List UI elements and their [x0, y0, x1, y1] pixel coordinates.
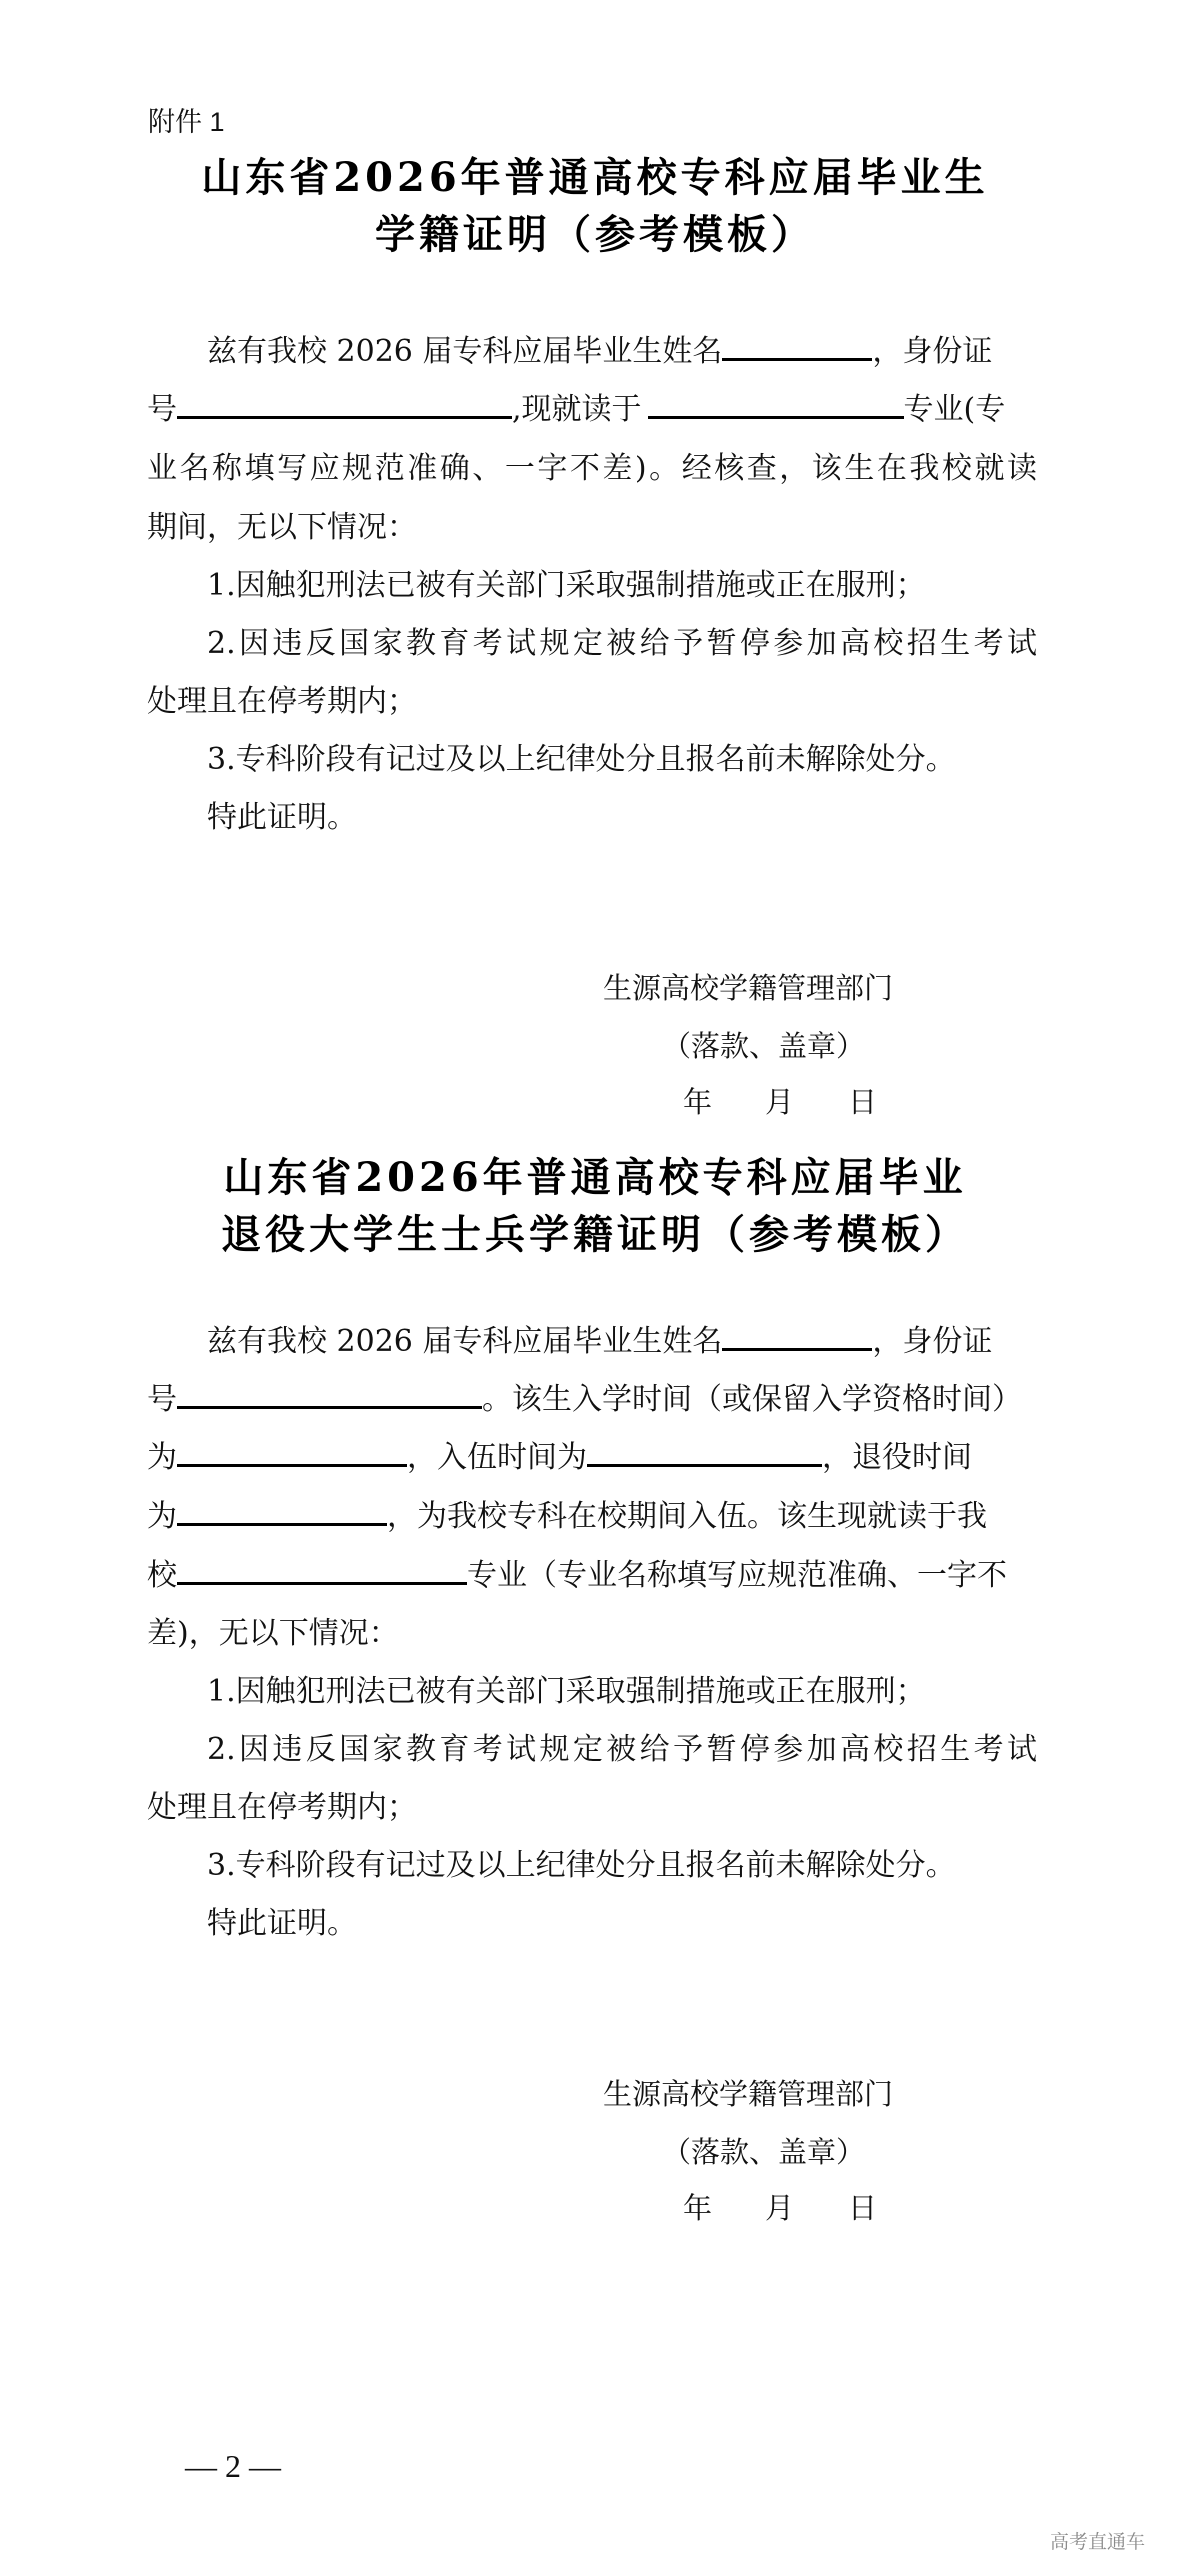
section1-closing: 特此证明。 — [207, 800, 357, 835]
discharge-date-blank[interactable] — [177, 1497, 387, 1526]
enrollment-date-blank[interactable] — [177, 1438, 407, 1467]
text: 专业(专 — [903, 392, 1006, 427]
text: ，退役时间 — [822, 1440, 972, 1475]
section2-closing: 特此证明。 — [207, 1906, 357, 1941]
section2-para-line2 — [147, 1380, 1022, 1420]
section1-item1: 1.因触犯刑法已被有关部门采取强制措施或正在服刑； — [207, 568, 926, 603]
section2-date-day: 日 — [848, 2191, 878, 2225]
section1-signature-dept: 生源高校学籍管理部门 — [603, 971, 894, 1005]
text: 为 — [147, 1499, 177, 1534]
section1-date-day: 日 — [848, 1085, 878, 1119]
section2-date-month: 月 — [765, 2191, 795, 2225]
text: ,现就读于 — [512, 392, 642, 427]
text: ，为我校专科在校期间入伍。该生现就读于我 — [387, 1499, 987, 1534]
attachment-label: 附件 1 — [148, 107, 225, 137]
section2-para-line5 — [147, 1556, 1007, 1596]
text: 号 — [147, 392, 177, 427]
section2-para-line3 — [147, 1438, 972, 1478]
section1-para-line2 — [147, 390, 1005, 430]
section1-item2-line2: 处理且在停考期内； — [147, 684, 417, 719]
id-number-blank[interactable] — [177, 1380, 482, 1409]
section2-para-line1 — [207, 1322, 992, 1362]
text: 。该生入学时间（或保留入学资格时间） — [482, 1382, 1022, 1417]
text: 专业（专业名称填写应规范准确、一字不 — [467, 1558, 1007, 1593]
section1-item2-line1: 2.因违反国家教育考试规定被给予暂停参加高校招生考试 — [207, 626, 1037, 661]
section1-para-line1 — [207, 332, 992, 372]
section2-item2-line1: 2.因违反国家教育考试规定被给予暂停参加高校招生考试 — [207, 1732, 1037, 1767]
section1-signature-note: （落款、盖章） — [662, 1029, 866, 1063]
text: 兹有我校 2026 届专科应届毕业生姓名 — [207, 334, 723, 369]
section1-para-line3: 业名称填写应规范准确、一字不差)。经核查，该生在我校就读 — [147, 451, 1037, 486]
text: 兹有我校 2026 届专科应届毕业生姓名 — [207, 1324, 723, 1359]
section2-item1: 1.因触犯刑法已被有关部门采取强制措施或正在服刑； — [207, 1674, 926, 1709]
section2-signature-note: （落款、盖章） — [662, 2135, 866, 2169]
section2-item3: 3.专科阶段有记过及以上纪律处分且报名前未解除处分。 — [207, 1848, 956, 1883]
major-blank[interactable] — [177, 1556, 467, 1585]
text: ，身份证 — [872, 334, 993, 369]
section1-title-line1: 山东省2026年普通高校专科应届毕业生 — [201, 154, 989, 201]
name-blank[interactable] — [722, 1322, 872, 1351]
text: 校 — [147, 1558, 177, 1593]
section2-title-line1: 山东省2026年普通高校专科应届毕业 — [223, 1154, 967, 1201]
name-blank[interactable] — [722, 332, 872, 361]
section2-signature-dept: 生源高校学籍管理部门 — [603, 2077, 894, 2111]
section2-para-line6: 差)，无以下情况： — [147, 1616, 399, 1651]
major-blank[interactable] — [648, 390, 904, 419]
text: ，入伍时间为 — [407, 1440, 587, 1475]
section1-item3: 3.专科阶段有记过及以上纪律处分且报名前未解除处分。 — [207, 742, 956, 777]
id-number-blank[interactable] — [177, 390, 512, 419]
section1-para-line4: 期间，无以下情况： — [147, 510, 417, 545]
section2-title-line2: 退役大学生士兵学籍证明（参考模板） — [221, 1211, 969, 1258]
text: 号 — [147, 1382, 177, 1417]
text: ，身份证 — [872, 1324, 993, 1359]
section1-date-month: 月 — [765, 1085, 795, 1119]
section2-date-year: 年 — [683, 2191, 713, 2225]
text: 为 — [147, 1440, 177, 1475]
section1-date-year: 年 — [683, 1085, 713, 1119]
section1-title-line2: 学籍证明（参考模板） — [375, 211, 815, 258]
enlistment-date-blank[interactable] — [587, 1438, 822, 1467]
section2-item2-line2: 处理且在停考期内； — [147, 1790, 417, 1825]
page-number: — 2 — — [185, 2448, 281, 2484]
watermark: 高考直通车 — [1050, 2531, 1146, 2553]
section2-para-line4 — [147, 1497, 987, 1537]
